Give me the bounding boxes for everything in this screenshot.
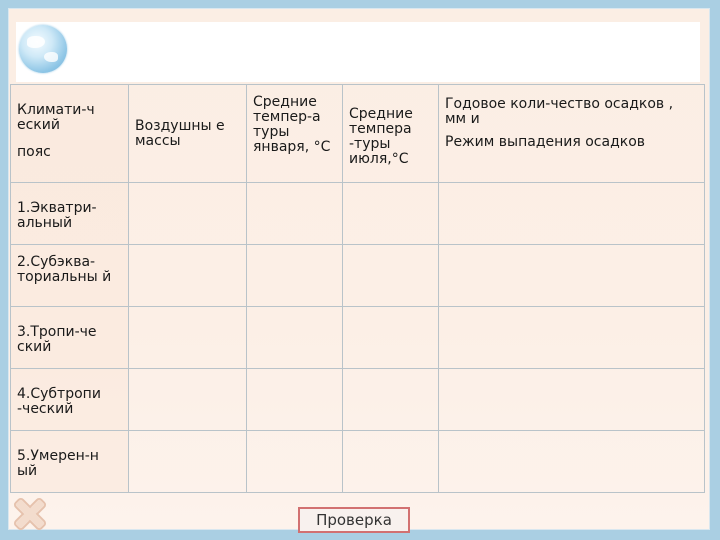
- slide-title: [130, 38, 690, 74]
- empty-cell[interactable]: [129, 245, 247, 307]
- header-zone-label: Климати-ч еский: [17, 102, 95, 133]
- close-icon[interactable]: [10, 494, 50, 534]
- header-precipitation: [439, 85, 705, 183]
- empty-cell[interactable]: [129, 183, 247, 245]
- header-zone-label-2: пояс: [17, 144, 51, 160]
- empty-cell[interactable]: [343, 431, 439, 493]
- zone-cell: 3.Тропи-че ский: [11, 307, 129, 369]
- table-row: [11, 245, 705, 307]
- table-row: [11, 369, 705, 431]
- check-button[interactable]: Проверка: [298, 507, 410, 533]
- header-jan-temp: Средние темпер-а туры января, °С: [247, 85, 343, 183]
- header-precip-regime-label: Режим выпадения осадков: [445, 134, 646, 150]
- empty-cell[interactable]: [343, 369, 439, 431]
- table-row: [11, 183, 705, 245]
- table-header-row: [11, 85, 705, 183]
- zone-cell: 5.Умерен-н ый: [11, 431, 129, 493]
- table-row: [11, 431, 705, 493]
- table-row: [11, 307, 705, 369]
- globe-icon: [19, 25, 67, 73]
- empty-cell[interactable]: [129, 369, 247, 431]
- zone-cell: 4.Субтропи -ческий: [11, 369, 129, 431]
- zone-cell: 2.Субэква-ториальны й: [11, 245, 129, 307]
- empty-cell[interactable]: [439, 431, 705, 493]
- empty-cell[interactable]: [439, 369, 705, 431]
- empty-cell[interactable]: [343, 183, 439, 245]
- empty-cell[interactable]: [247, 307, 343, 369]
- zone-cell: 1.Экватри-альный: [11, 183, 129, 245]
- header-air-masses: Воздушны е массы: [129, 85, 247, 183]
- empty-cell[interactable]: [439, 245, 705, 307]
- empty-cell[interactable]: [247, 431, 343, 493]
- empty-cell[interactable]: [439, 307, 705, 369]
- globe-land-shape: [44, 52, 58, 62]
- empty-cell[interactable]: [343, 245, 439, 307]
- empty-cell[interactable]: [129, 307, 247, 369]
- empty-cell[interactable]: [247, 183, 343, 245]
- climate-table: [10, 84, 705, 493]
- empty-cell[interactable]: [129, 431, 247, 493]
- empty-cell[interactable]: [439, 183, 705, 245]
- empty-cell[interactable]: [247, 245, 343, 307]
- header-precip-label: Годовое коли-чество осадков , мм и: [445, 96, 674, 127]
- header-climate-zone: [11, 85, 129, 183]
- empty-cell[interactable]: [247, 369, 343, 431]
- header-jul-temp: Средние темпера -туры июля,°С: [343, 85, 439, 183]
- empty-cell[interactable]: [343, 307, 439, 369]
